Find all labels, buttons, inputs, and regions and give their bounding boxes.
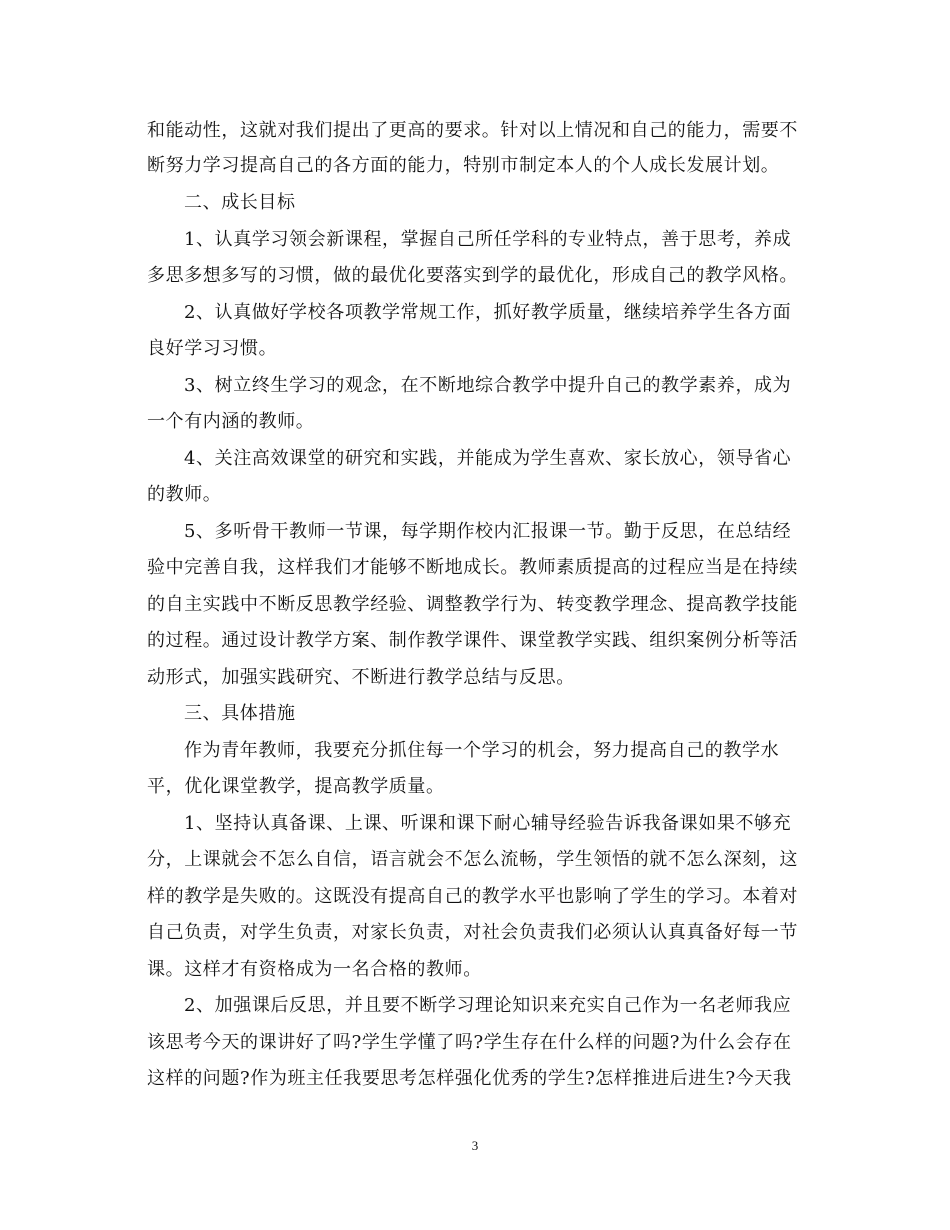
page-number: 3 bbox=[471, 1138, 479, 1153]
text-line: 的过程。通过设计教学方案、制作教学课件、课堂教学实践、组织案例分析等活 bbox=[147, 630, 798, 651]
text-line: 动形式，加强实践研究、不断进行教学总结与反思。 bbox=[147, 667, 575, 688]
text-line: 良好学习习惯。 bbox=[147, 338, 278, 359]
text-line: 4、关注高效课堂的研究和实践，并能成为学生喜欢、家长放心，领导省心 bbox=[184, 448, 792, 469]
text-line: 1、认真学习领会新课程，掌握自己所任学科的专业特点，善于思考，养成 bbox=[184, 229, 792, 250]
text-line: 断努力学习提高自己的各方面的能力，特别市制定本人的个人成长发展计划。 bbox=[147, 155, 780, 176]
text-line: 一个有内涵的教师。 bbox=[147, 411, 315, 432]
text-line: 5、多听骨干教师一节课，每学期作校内汇报课一节。勤于反思，在总结经 bbox=[184, 521, 792, 542]
text-line: 验中完善自我，这样我们才能够不断地成长。教师素质提高的过程应当是在持续 bbox=[147, 557, 798, 578]
text-line: 和能动性，这就对我们提出了更高的要求。针对以上情况和自己的能力，需要不 bbox=[147, 120, 798, 141]
text-line: 3、树立终生学习的观念，在不断地综合教学中提升自己的教学素养，成为 bbox=[184, 375, 792, 396]
section-heading: 二、成长目标 bbox=[184, 192, 296, 213]
text-line: 多思多想多写的习惯，做的最优化要落实到学的最优化，形成自己的教学风格。 bbox=[147, 265, 798, 286]
text-line: 该思考今天的课讲好了吗?学生学懂了吗?学生存在什么样的问题?为什么会存在 bbox=[147, 1032, 792, 1053]
text-line: 作为青年教师，我要充分抓住每一个学习的机会，努力提高自己的教学水 bbox=[184, 740, 780, 761]
text-line: 1、坚持认真备课、上课、听课和课下耐心辅导经验告诉我备课如果不够充 bbox=[184, 813, 792, 834]
text-line: 这样的问题?作为班主任我要思考怎样强化优秀的学生?怎样推进后进生?今天我 bbox=[147, 1068, 792, 1089]
text-line: 的自主实践中不断反思教学经验、调整教学行为、转变教学理念、提高教学技能 bbox=[147, 594, 798, 615]
text-line: 分，上课就会不怎么自信，语言就会不怎么流畅，学生领悟的就不怎么深刻，这 bbox=[147, 849, 798, 870]
text-line: 自己负责，对学生负责，对家长负责，对社会负责我们必须认认真真备好每一节 bbox=[147, 922, 798, 943]
text-line: 样的教学是失败的。这既没有提高自己的教学水平也影响了学生的学习。本着对 bbox=[147, 886, 798, 907]
text-line: 课。这样才有资格成为一名合格的教师。 bbox=[147, 959, 482, 980]
text-line: 平，优化课堂教学，提高教学质量。 bbox=[147, 776, 445, 797]
text-line: 2、认真做好学校各项教学常规工作，抓好教学质量，继续培养学生各方面 bbox=[184, 302, 792, 323]
text-line: 2、加强课后反思，并且要不断学习理论知识来充实自己作为一名老师我应 bbox=[184, 995, 792, 1016]
text-line: 的教师。 bbox=[147, 484, 222, 505]
section-heading: 三、具体措施 bbox=[184, 703, 296, 724]
